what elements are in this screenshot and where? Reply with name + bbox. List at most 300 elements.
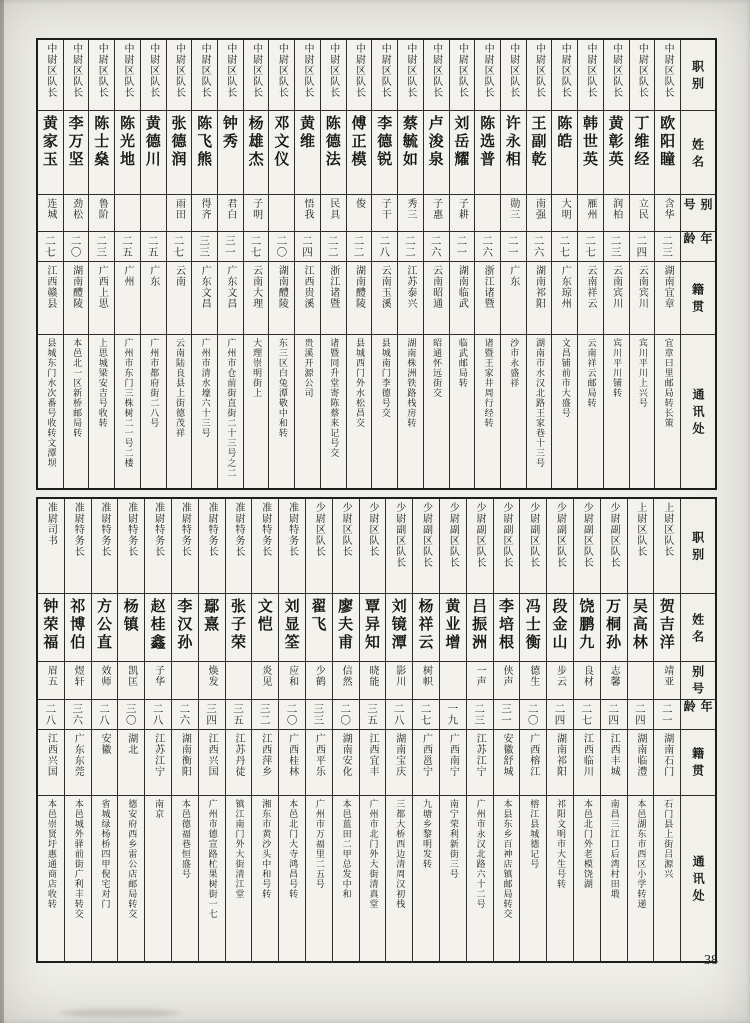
origin-text: 广东东莞 [72,733,84,777]
age-text: 二五 [146,235,159,258]
origin-text: 广西平乐 [313,733,325,777]
rank-text: 中尉区队长 [327,43,339,98]
address-cell [494,796,520,961]
roster-table-bottom [36,497,717,963]
person-column [397,40,423,488]
address-cell [552,335,577,488]
person-column [332,499,359,961]
alias-text: 步云 [554,665,566,687]
alias-cell [321,195,346,232]
person-column [449,40,475,488]
alias-cell [467,662,493,700]
rank-cell [226,499,252,594]
alias-text: 影川 [393,665,405,687]
age-cell [467,700,493,730]
alias-cell [494,662,520,700]
rank-cell [269,40,294,111]
origin-text: 广东 [147,265,159,287]
header-origin-label: 籍贯 [690,747,705,781]
person-column [144,499,171,961]
person-column [198,499,225,961]
address-text: 宜章曰里邮局转长策 [662,338,673,428]
rank-cell [64,40,89,111]
origin-cell [89,262,114,335]
origin-text: 广西榕江 [527,733,539,777]
alias-text: 炎见 [259,665,271,687]
age-text: 二一 [455,235,468,258]
name-cell [655,111,680,195]
header-name-label: 姓名 [690,612,705,647]
alias-cell [218,195,243,232]
age-text: 三五 [365,703,378,726]
person-column [546,499,573,961]
age-text: 二六 [178,703,191,726]
alias-text: 眉五 [45,665,57,687]
rank-text: 中尉区队长 [44,43,56,98]
alias-text: 润柏 [610,198,622,220]
alias-text: 雨田 [173,198,185,220]
name-cell [424,111,449,195]
header-address-label: 通讯处 [691,854,706,906]
name-text: 陈选普 [478,115,497,169]
address-text: 文昌铺前市大盛号 [559,338,570,418]
header-age-cell [681,232,715,262]
origin-text: 江西丰城 [608,733,620,777]
person-column [359,499,386,961]
origin-text: 湖南安化 [340,733,352,777]
name-text: 陈光地 [118,115,137,169]
address-cell [654,796,680,961]
rank-text: 中尉区队长 [224,43,236,98]
scan-edge-shadow [0,0,4,1023]
address-text: 诸暨王家井周行经转 [482,338,493,428]
name-text: 李万坚 [66,115,85,169]
origin-cell [167,262,192,335]
name-cell [141,111,166,195]
name-cell [467,594,493,662]
address-cell [218,335,243,488]
origin-cell [527,262,552,335]
rank-cell [527,40,552,111]
origin-cell [118,730,144,796]
age-text: 三一 [223,235,236,258]
age-cell [450,232,475,262]
origin-cell [145,730,171,796]
rank-text: 准尉特务长 [206,502,218,557]
name-cell [552,111,577,195]
age-cell [65,700,91,730]
person-column [91,499,118,961]
origin-text: 湖南醴陵 [353,265,365,309]
address-text: 县城南门李德号交 [379,338,390,418]
person-column [243,40,269,488]
age-text: 三五 [231,703,244,726]
origin-cell [199,730,225,796]
rank-text: 中尉区队长 [379,43,391,98]
name-cell [269,111,294,195]
address-cell [141,335,166,488]
origin-cell [321,262,346,335]
name-text: 刘岳耀 [452,115,471,169]
rank-text: 少尉区队长 [340,502,352,557]
address-cell [115,335,140,488]
address-text: 广州市仓前街直街二十三号之二 [225,338,236,478]
address-text: 县城东门水次番号收转文潭坝 [45,338,56,468]
origin-cell [226,730,252,796]
age-cell [38,700,64,730]
person-column [654,40,680,488]
alias-cell [347,195,372,232]
alias-cell [89,195,114,232]
roster-table-top [36,38,717,490]
alias-text: 子明 [250,198,262,220]
alias-cell [295,195,320,232]
origin-text: 安徽舒城 [500,733,512,777]
origin-cell [65,730,91,796]
origin-text: 云南 [173,265,185,287]
origin-text: 江苏泰兴 [404,265,416,309]
address-text: 德安府西乡雷公店邮局转交 [126,799,137,919]
alias-text: 侠声 [500,665,512,687]
name-cell [475,111,500,195]
header-name-cell [681,111,715,195]
address-cell [306,796,332,961]
name-text: 黄德川 [143,115,162,169]
origin-text: 湖南临武 [456,265,468,309]
person-column [346,40,372,488]
header-origin-cell [681,262,715,335]
address-cell [601,796,627,961]
origin-cell [360,730,386,796]
name-cell [494,594,520,662]
rank-cell [520,499,546,594]
rank-cell [628,499,654,594]
name-cell [172,594,198,662]
rank-cell [467,499,493,594]
address-text: 南昌三江口后湾村田塅 [608,799,619,899]
age-cell [475,232,500,262]
origin-text: 广东 [507,265,519,287]
name-text: 傅正模 [349,115,368,169]
age-text: 二三 [95,235,108,258]
address-text: 广州市东门三株树二一号二楼 [122,338,133,468]
origin-cell [450,262,475,335]
name-cell [601,594,627,662]
address-text: 本邑北门大寺鸿昌号转 [287,799,298,899]
origin-text: 云南大理 [250,265,262,309]
person-column [225,499,252,961]
alias-text: 子华 [152,665,164,687]
address-cell [630,335,655,488]
alias-cell [552,195,577,232]
header-rank-label: 职别 [690,59,705,94]
alias-text: 南强 [533,198,545,220]
address-cell [65,796,91,961]
alias-cell [630,195,655,232]
name-text: 饶鹏九 [577,598,596,652]
rank-cell [578,40,603,111]
rank-cell [118,499,144,594]
rank-text: 准尉特务长 [232,502,244,557]
address-text: 本邑蓝田二甲总发中和 [340,799,351,899]
header-rank-label: 职别 [690,530,705,565]
name-text: 黄彰英 [606,115,625,169]
address-text: 临武邮局转 [456,338,467,388]
origin-cell [578,262,603,335]
age-cell [386,700,412,730]
name-text: 陈德法 [323,115,342,169]
person-column [519,499,546,961]
address-text: 县城西门外水松昌交 [353,338,364,428]
origin-text: 湖南祁阳 [533,265,545,309]
age-cell [145,700,171,730]
name-text: 方公直 [94,598,113,652]
address-cell [333,796,359,961]
age-cell [167,232,192,262]
name-cell [199,594,225,662]
origin-text: 江西宜丰 [366,733,378,777]
origin-text: 广州 [122,265,134,287]
name-text: 陈皓 [555,115,574,151]
age-cell [578,232,603,262]
name-text: 廖夫甫 [336,598,355,652]
alias-cell [527,195,552,232]
origin-text: 湖南宜章 [662,265,674,309]
address-text: 湖南市水汉北路王家巷十三号 [534,338,545,468]
address-text: 省城绿杨桥四甲倪宅对门 [99,799,110,909]
alias-cell [306,662,332,700]
origin-cell [386,730,412,796]
address-cell [604,335,629,488]
origin-cell [218,262,243,335]
rank-text: 少尉区队长 [366,502,378,557]
age-text: 二六 [532,235,545,258]
alias-text: 秀三 [404,198,416,220]
rank-text: 准尉司书 [45,502,57,546]
origin-cell [574,730,600,796]
alias-cell [398,195,423,232]
age-cell [199,700,225,730]
name-text: 黄业增 [443,598,462,652]
origin-text: 广西上思 [96,265,108,309]
field-header-column [680,499,715,961]
rank-cell [424,40,449,111]
age-text: 三三 [312,703,325,726]
rank-text: 中尉区队长 [96,43,108,98]
address-text: 湖南株洲铁路栈房转 [405,338,416,428]
origin-cell [601,730,627,796]
rank-text: 上尉区队长 [661,502,673,557]
field-header-column [680,40,715,488]
name-text: 丁维经 [632,115,651,169]
header-alias-label: 别号 [681,198,713,215]
address-cell [38,796,64,961]
name-text: 李汉孙 [175,598,194,652]
age-text: 二四 [301,235,314,258]
age-cell [527,232,552,262]
name-text: 祁博伯 [68,598,87,652]
alias-cell [424,195,449,232]
origin-cell [655,262,680,335]
address-text: 南京 [153,799,164,819]
name-cell [347,111,372,195]
age-cell [604,232,629,262]
age-text: 二七 [580,703,593,726]
age-cell [172,700,198,730]
address-cell [295,335,320,488]
age-cell [226,700,252,730]
header-age-label: 年龄 [681,232,713,249]
rank-cell [360,499,386,594]
rank-text: 中尉区队长 [302,43,314,98]
age-cell [295,232,320,262]
rank-text: 少尉副区队长 [527,502,539,568]
alias-text: 德生 [527,665,539,687]
age-cell [547,700,573,730]
alias-cell [167,195,192,232]
origin-text: 湖南祁阳 [554,733,566,777]
name-text: 邓文仪 [272,115,291,169]
name-text: 刘显筌 [282,598,301,652]
alias-cell [64,195,89,232]
name-cell [64,111,89,195]
origin-text: 江西贵溪 [302,265,314,309]
alias-text: 少鹤 [313,665,325,687]
name-cell [321,111,346,195]
age-cell [279,700,305,730]
origin-cell [398,262,423,335]
name-cell [628,594,654,662]
person-column [500,40,526,488]
alias-text: 悟我 [302,198,314,220]
rank-cell [321,40,346,111]
name-text: 欧阳瞳 [658,115,677,169]
person-column [603,40,629,488]
origin-text: 云南宾川 [636,265,648,309]
origin-text: 湖南衡阳 [179,733,191,777]
name-text: 万桐孙 [604,598,623,652]
alias-cell [38,662,64,700]
address-text: 贵溪开源公司 [302,338,313,398]
rank-cell [92,499,118,594]
alias-text: 立民 [636,198,648,220]
age-text: 三〇 [124,703,137,726]
age-text: 二三 [661,235,674,258]
name-cell [333,594,359,662]
age-text: 三二 [258,703,271,726]
age-cell [141,232,166,262]
origin-cell [64,262,89,335]
origin-text: 浙江诸暨 [327,265,339,309]
rank-text: 准尉特务长 [286,502,298,557]
name-cell [604,111,629,195]
name-cell [527,111,552,195]
age-cell [628,700,654,730]
age-text: 二三 [473,703,486,726]
name-cell [38,111,63,195]
alias-cell [604,195,629,232]
address-cell [167,335,192,488]
address-cell [192,335,217,488]
address-text: 宾川平川铺转 [611,338,622,398]
rank-text: 中尉区队长 [404,43,416,98]
address-cell [92,796,118,961]
rank-cell [574,499,600,594]
name-text: 杨镇 [121,598,140,634]
rank-text: 少尉副区队长 [393,502,405,568]
address-text: 大理崇明街上 [251,338,262,398]
alias-cell [279,662,305,700]
address-cell [386,796,412,961]
alias-cell [413,662,439,700]
age-text: 二〇 [526,703,539,726]
age-text: 二〇 [69,235,82,258]
alias-text: 雁州 [584,198,596,220]
age-cell [244,232,269,262]
name-text: 文恺 [255,598,274,634]
rank-cell [547,499,573,594]
address-text: 榕江县城德记号 [528,799,539,869]
address-cell [252,796,278,961]
alias-text: 应和 [286,665,298,687]
rank-text: 准尉特务长 [125,502,137,557]
person-column [294,40,320,488]
name-cell [145,594,171,662]
age-text: 二八 [378,235,391,258]
address-cell [145,796,171,961]
age-text: 二七 [558,235,571,258]
name-cell [244,111,269,195]
alias-cell [520,662,546,700]
age-text: 二四 [607,703,620,726]
origin-cell [630,262,655,335]
age-text: 二七 [172,235,185,258]
age-cell [654,700,680,730]
rank-text: 准尉特务长 [72,502,84,557]
alias-text: 靖亚 [661,665,673,687]
person-column [140,40,166,488]
person-column [551,40,577,488]
alias-text: 志馨 [608,665,620,687]
rank-cell [192,40,217,111]
rank-cell [601,499,627,594]
origin-text: 云南祥云 [584,265,596,309]
age-cell [601,700,627,730]
origin-text: 广西南宁 [447,733,459,777]
age-cell [38,232,63,262]
origin-text: 云南玉溪 [379,265,391,309]
person-column [600,499,627,961]
address-cell [244,335,269,488]
origin-cell [475,262,500,335]
address-text: 本邑德福巷恒盛号 [179,799,190,879]
rank-cell [604,40,629,111]
person-column [474,40,500,488]
name-text: 覃异知 [362,598,381,652]
name-cell [547,594,573,662]
origin-cell [38,730,64,796]
origin-text: 湖南石门 [661,733,673,777]
name-cell [65,594,91,662]
address-cell [360,796,386,961]
address-text: 广州市北门外大街清真堂 [367,799,378,909]
person-column [64,499,91,961]
address-text: 东三区白兔潭敬中和转 [276,338,287,438]
alias-text: 一声 [474,665,486,687]
address-text: 昭通怀远街交 [431,338,442,398]
rank-cell [333,499,359,594]
name-text: 杨祥云 [416,598,435,652]
